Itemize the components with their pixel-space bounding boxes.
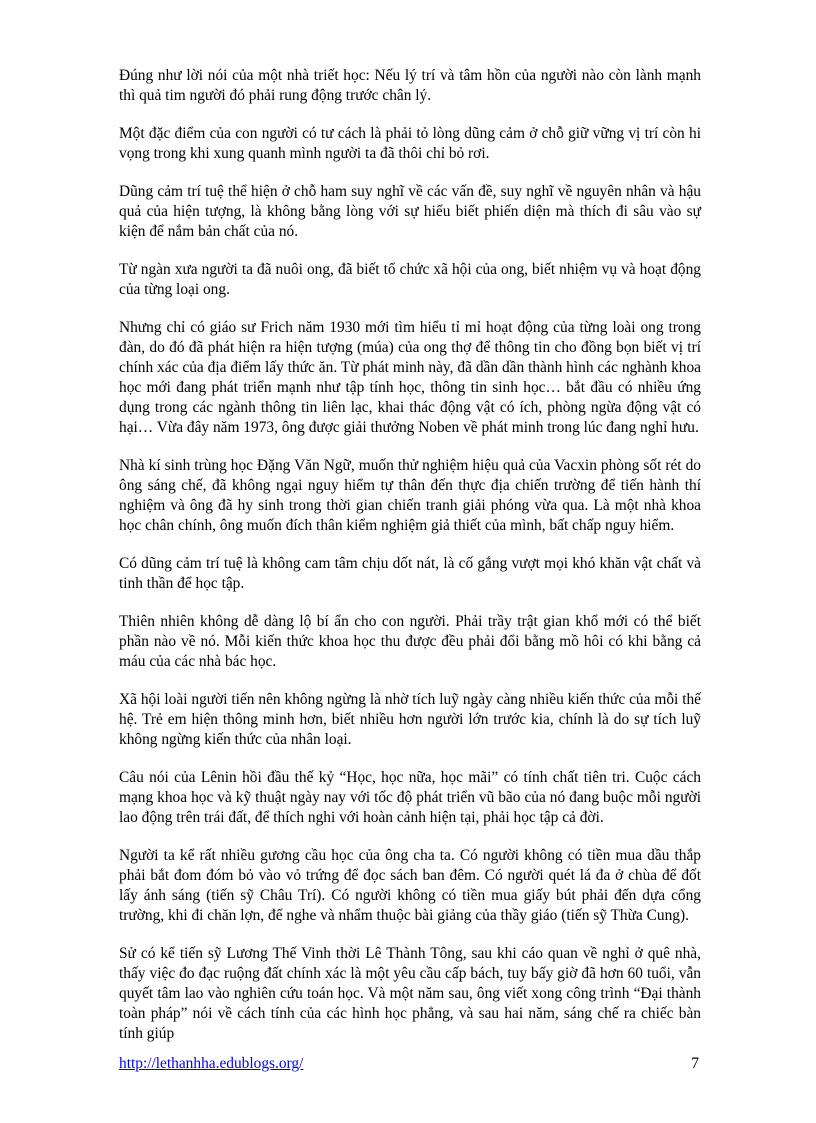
paragraph-5: Nhưng chỉ có giáo sư Frich năm 1930 mới tìm hiểu tỉ mỉ hoạt động của từng loài ong trong đàn, do đó đã phát hiện ra hiện tượng (múa) của ong thợ để thông tin cho đồng bọn biết vị trí chính xác của địa điểm lấy thức ăn. Từ phát minh này, đã dần dần thành hình các nghành khoa học mới đang phát triển mạnh như tập tính học, thông tin sinh học… bắt đầu có nhiều ứng dụng trong các ngành thông tin liên lạc, khai thác động vật có ích, phòng ngừa động vật có hại… Vừa đây năm 1973, ông được giải thưởng Noben về phát minh trong lúc đang nghỉ hưu. — [119, 319, 701, 436]
page-number: 7 — [691, 1055, 699, 1072]
paragraph-7: Có dũng cảm trí tuệ là không cam tâm chịu dốt nát, là cố gắng vượt mọi khó khăn vật chất và tinh thần để học tập. — [119, 555, 701, 592]
paragraph-11: Người ta kể rất nhiều gương cầu học của ông cha ta. Có người không có tiền mua dầu thắp phải bắt đom đóm bỏ vào vỏ trứng để đọc sách ban đêm. Có người quét lá đa ở chùa để đốt lấy ánh sáng (tiến sỹ Châu Trí). Có người không có tiền mua giấy bút phải đến dựa cổng trường, khi đi chăn lợn, để nghe và nhẩm thuộc bài giảng của thầy giáo (tiến sỹ Thừa Cung). — [119, 847, 701, 924]
footer-blog-link[interactable]: http://lethanhha.edublogs.org/ — [119, 1055, 304, 1072]
paragraph-12: Sử có kể tiến sỹ Lương Thế Vinh thời Lê Thành Tông, sau khi cáo quan về nghỉ ở quê nhà, thấy việc đo đạc ruộng đất chính xác là một yêu cầu cấp bách, tuy bấy giờ đã hơn 60 tuổi, vẫn quyết tâm lao vào nghiên cứu toán học. Và một năm sau, ông viết xong công trình “Đại thành toàn pháp” nói về cách tính của các hình học phẳng, và sau hai năm, sáng chế ra chiếc bàn tính giúp — [119, 945, 701, 1042]
document-body — [119, 66, 701, 1062]
paragraph-6: Nhà kí sinh trùng học Đặng Văn Ngữ, muốn thử nghiệm hiệu quả của Vacxin phòng sốt rét do ông sáng chế, đã không ngại nguy hiểm tự thân đến thực địa chiến trường để tiến hành thí nghiệm và ông đã hy sinh trong thời gian chiến tranh giải phóng vừa qua. Là một nhà khoa học chân chính, ông muốn đích thân kiểm nghiệm giả thiết của mình, bất chấp nguy hiểm. — [119, 457, 701, 534]
page-footer — [119, 1054, 699, 1074]
paragraph-9: Xã hội loài người tiến nên không ngừng là nhờ tích luỹ ngày càng nhiều kiến thức của mỗi thế hệ. Trẻ em hiện thông minh hơn, biết nhiều hơn người lớn trước kia, chính là do sự tích luỹ không ngừng kiến thức của nhân loại. — [119, 691, 701, 748]
paragraph-4: Từ ngàn xưa người ta đã nuôi ong, đã biết tổ chức xã hội của ong, biết nhiệm vụ và hoạt động của từng loại ong. — [119, 261, 701, 298]
paragraph-10: Câu nói của Lênin hồi đầu thế kỷ “Học, học nữa, học mãi” có tính chất tiên tri. Cuộc cách mạng khoa học và kỹ thuật ngày nay với tốc độ phát triển vũ bão của nó đang buộc mỗi người lao động trên trái đất, để thích nghi với hoàn cảnh hiện tại, phải học tập cả đời. — [119, 769, 701, 826]
paragraph-3: Dũng cảm trí tuệ thể hiện ở chỗ ham suy nghĩ về các vấn đề, suy nghĩ về nguyên nhân và hậu quả của hiện tượng, là không bằng lòng với sự hiểu biết phiến diện mà thích đi sâu vào sự kiện để nắm bản chất của nó. — [119, 183, 701, 240]
paragraph-8: Thiên nhiên không dễ dàng lộ bí ẩn cho con người. Phải trầy trật gian khổ mới có thể biết phần nào về nó. Mỗi kiến thức khoa học thu được đều phải đổi bằng mồ hôi có khi bằng cả máu của các nhà bác học. — [119, 613, 701, 670]
paragraph-1: Đúng như lời nói của một nhà triết học: Nếu lý trí và tâm hồn của người nào còn lành mạnh thì quả tim người đó phải rung động trước chân lý. — [119, 67, 701, 104]
paragraph-2: Một đặc điểm của con người có tư cách là phải tỏ lòng dũng cảm ở chỗ giữ vững vị trí còn hi vọng trong khi xung quanh mình người ta đã thôi chỉ bỏ rơi. — [119, 125, 701, 162]
